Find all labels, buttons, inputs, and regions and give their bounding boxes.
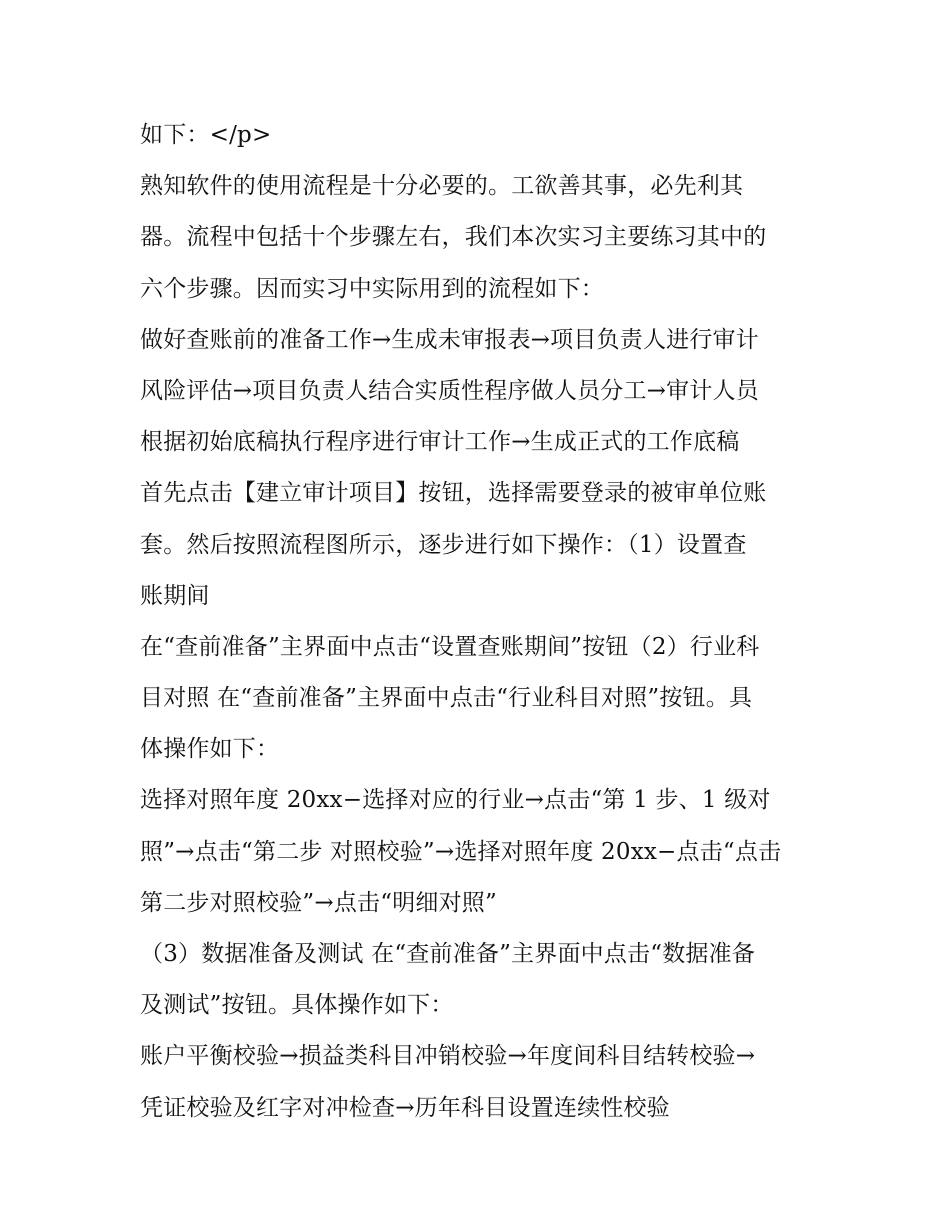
text-line: 根据初始底稿执行程序进行审计工作→生成正式的工作底稿	[140, 429, 740, 456]
text-line: 首先点击【建立审计项目】按钮，选择需要登录的被审单位账	[140, 480, 767, 507]
text-line: 凭证校验及红字对冲检查→历年科目设置连续性校验	[140, 1094, 670, 1121]
text-line: 套。然后按照流程图所示，逐步进行如下操作：（1）设置查	[140, 531, 747, 558]
text-line: 账户平衡校验→损益类科目冲销校验→年度间科目结转校验→	[140, 1043, 756, 1070]
text-line: 熟知软件的使用流程是十分必要的。工欲善其事，必先利其	[140, 173, 744, 200]
text-line: 如下：</p>	[140, 122, 272, 148]
text-line: 选择对照年度 20xx−选择对应的行业→点击“第 1 步、1 级对	[140, 787, 771, 814]
text-line: 六个步骤。因而实习中实际用到的流程如下：	[140, 275, 604, 302]
text-line: 第二步对照校验”→点击“明细对照”	[140, 889, 497, 916]
text-line: 风险评估→项目负责人结合实质性程序做人员分工→审计人员	[140, 377, 759, 404]
text-line: 照”→点击“第二步 对照校验”→选择对照年度 20xx−点击“点击	[140, 838, 782, 865]
text-line: （3）数据准备及测试 在“查前准备”主界面中点击“数据准备	[140, 941, 756, 967]
text-line: 目对照 在“查前准备”主界面中点击“行业科目对照”按钮。具	[140, 685, 753, 712]
text-line: 器。流程中包括十个步骤左右，我们本次实习主要练习其中的	[140, 224, 767, 251]
document-body	[140, 110, 830, 1134]
text-line: 账期间	[140, 582, 210, 609]
text-line: 在“查前准备”主界面中点击“设置查账期间”按钮（2）行业科	[140, 633, 760, 660]
text-line: 做好查账前的准备工作→生成未审报表→项目负责人进行审计	[140, 326, 759, 353]
text-line: 体操作如下：	[140, 736, 280, 763]
text-line: 及测试”按钮。具体操作如下：	[140, 992, 454, 1019]
